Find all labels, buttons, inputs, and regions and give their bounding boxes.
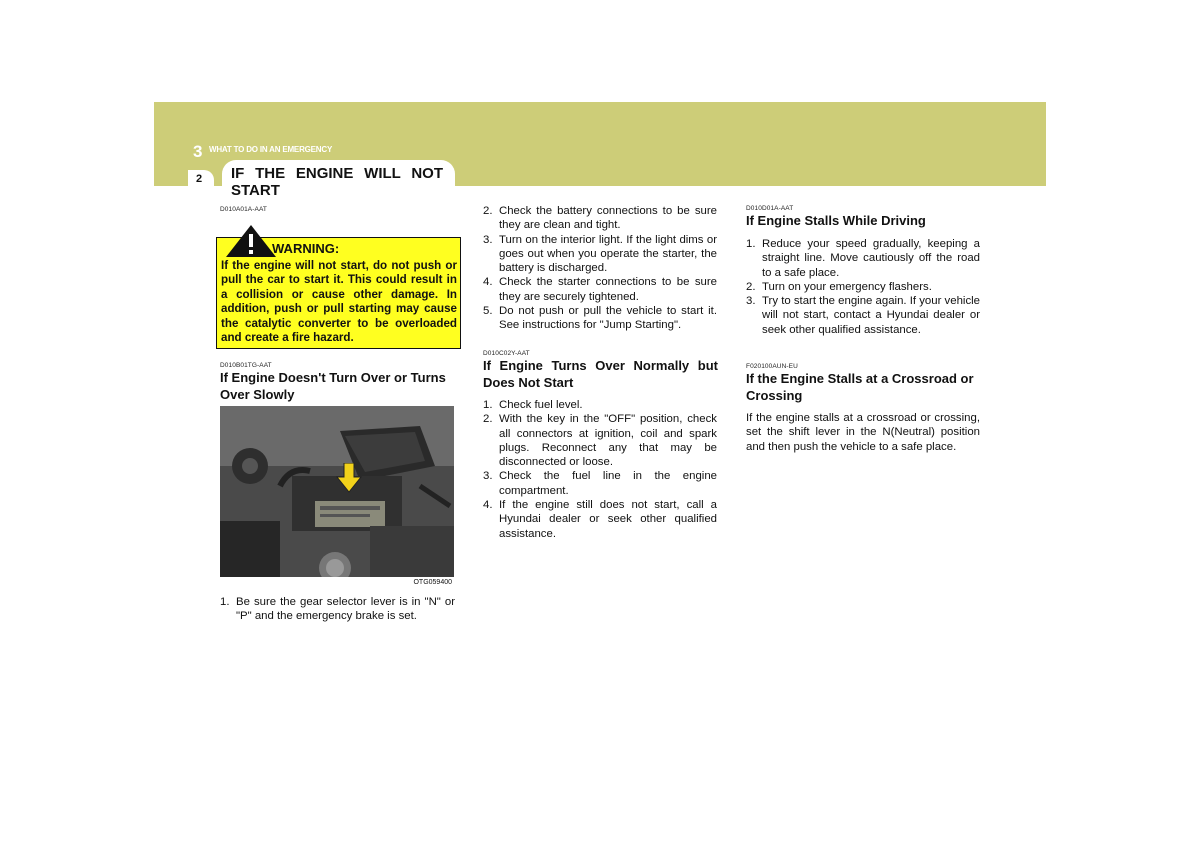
list-item bbox=[483, 204, 717, 233]
paragraph: If the engine stalls at a crossroad or crossing, set the shift lever in the N(Neutral) position and then push the vehicle to a safe place. bbox=[746, 412, 980, 453]
subsection-code: F020100AUN-EU bbox=[746, 363, 798, 370]
list-text: Do not push or pull the vehicle to start it. See instructions for "Jump Starting". bbox=[499, 305, 717, 332]
steps-list-col2-a bbox=[483, 204, 717, 333]
list-item bbox=[746, 237, 980, 280]
list-text: Be sure the gear selector lever is in "N" or "P" and the emergency brake is set. bbox=[236, 596, 455, 623]
list-text: Check fuel level. bbox=[499, 399, 583, 411]
list-item bbox=[220, 595, 455, 624]
list-number: 2. bbox=[483, 413, 493, 426]
list-item bbox=[483, 304, 717, 333]
list-item bbox=[483, 233, 717, 276]
list-item bbox=[746, 280, 980, 294]
list-item bbox=[483, 412, 717, 469]
warning-icon bbox=[225, 224, 277, 258]
list-text: Check the starter connections to be sure they are securely tightened. bbox=[499, 276, 717, 303]
list-number: 5. bbox=[483, 305, 493, 318]
list-text: Turn on your emergency flashers. bbox=[762, 280, 932, 293]
list-item bbox=[483, 469, 717, 498]
chapter-title: WHAT TO DO IN AN EMERGENCY bbox=[209, 145, 333, 154]
list-number: 4. bbox=[483, 499, 493, 512]
chapter-number: 3 bbox=[193, 142, 203, 161]
page-number: 2 bbox=[188, 170, 214, 190]
engine-battery-photo bbox=[220, 406, 454, 588]
subsection-code: D010B01TG-AAT bbox=[220, 362, 272, 369]
list-number: 1. bbox=[220, 596, 230, 608]
subsection-code: D010C02Y-AAT bbox=[483, 350, 530, 357]
list-item bbox=[483, 498, 717, 541]
list-text: Check the battery connections to be sure they are clean and tight. bbox=[499, 205, 717, 232]
list-item bbox=[483, 275, 717, 304]
arrow-down-icon bbox=[336, 463, 362, 493]
list-number: 2. bbox=[483, 205, 493, 217]
subsection-code: D010D01A-AAT bbox=[746, 205, 794, 212]
list-item bbox=[746, 294, 980, 337]
list-number: 3. bbox=[746, 295, 756, 308]
list-text: With the key in the "OFF" position, check all connectors at ignition, coil and spark plugs. Reconnect any that may be disconnected or loose. bbox=[499, 413, 717, 469]
list-text: Turn on the interior light. If the light dims or goes out when you operate the starter, the battery is discharged. bbox=[499, 233, 717, 275]
warning-text: If the engine will not start, do not push or pull the car to start it. This could result in a collision or cause other damage. In addition, push or pull starting may cause the catalytic converter to be overloaded and create a fire hazard. bbox=[221, 259, 457, 345]
list-number: 2. bbox=[746, 280, 756, 293]
steps-list-col1 bbox=[220, 595, 455, 624]
list-number: 1. bbox=[746, 238, 756, 250]
list-number: 3. bbox=[483, 470, 493, 483]
subsection-title: If Engine Turns Over Normally but Does Not Start bbox=[483, 358, 718, 390]
list-text: Reduce your speed gradually, keeping a straight line. Move cautiously off the road to a safe place. bbox=[762, 238, 980, 279]
steps-list-col2-b bbox=[483, 398, 717, 541]
warning-code: D010A01A-AAT bbox=[220, 206, 267, 213]
engine-illustration bbox=[220, 406, 454, 588]
subsection-title: If the Engine Stalls at a Crossroad or Crossing bbox=[746, 371, 974, 403]
subsection-title: If Engine Doesn't Turn Over or Turns Over Slowly bbox=[220, 370, 446, 402]
list-text: Try to start the engine again. If your vehicle will not start, contact a Hyundai dealer or seek other qualified assistance. bbox=[762, 295, 981, 336]
warning-label: WARNING: bbox=[272, 241, 340, 256]
list-number: 4. bbox=[483, 276, 493, 289]
warning-box bbox=[216, 237, 461, 349]
list-text: Check the fuel line in the engine compartment. bbox=[499, 470, 717, 497]
list-number: 1. bbox=[483, 399, 493, 411]
photo-caption: OTG059400 bbox=[220, 577, 454, 588]
steps-list-col3 bbox=[746, 237, 980, 337]
list-item bbox=[483, 398, 717, 412]
section-title: IF THE ENGINE WILL NOT START bbox=[231, 165, 443, 199]
list-number: 3. bbox=[483, 233, 493, 246]
subsection-title: If Engine Stalls While Driving bbox=[746, 213, 926, 228]
list-text: If the engine still does not start, call a Hyundai dealer or seek other qualified assistance. bbox=[499, 499, 717, 540]
